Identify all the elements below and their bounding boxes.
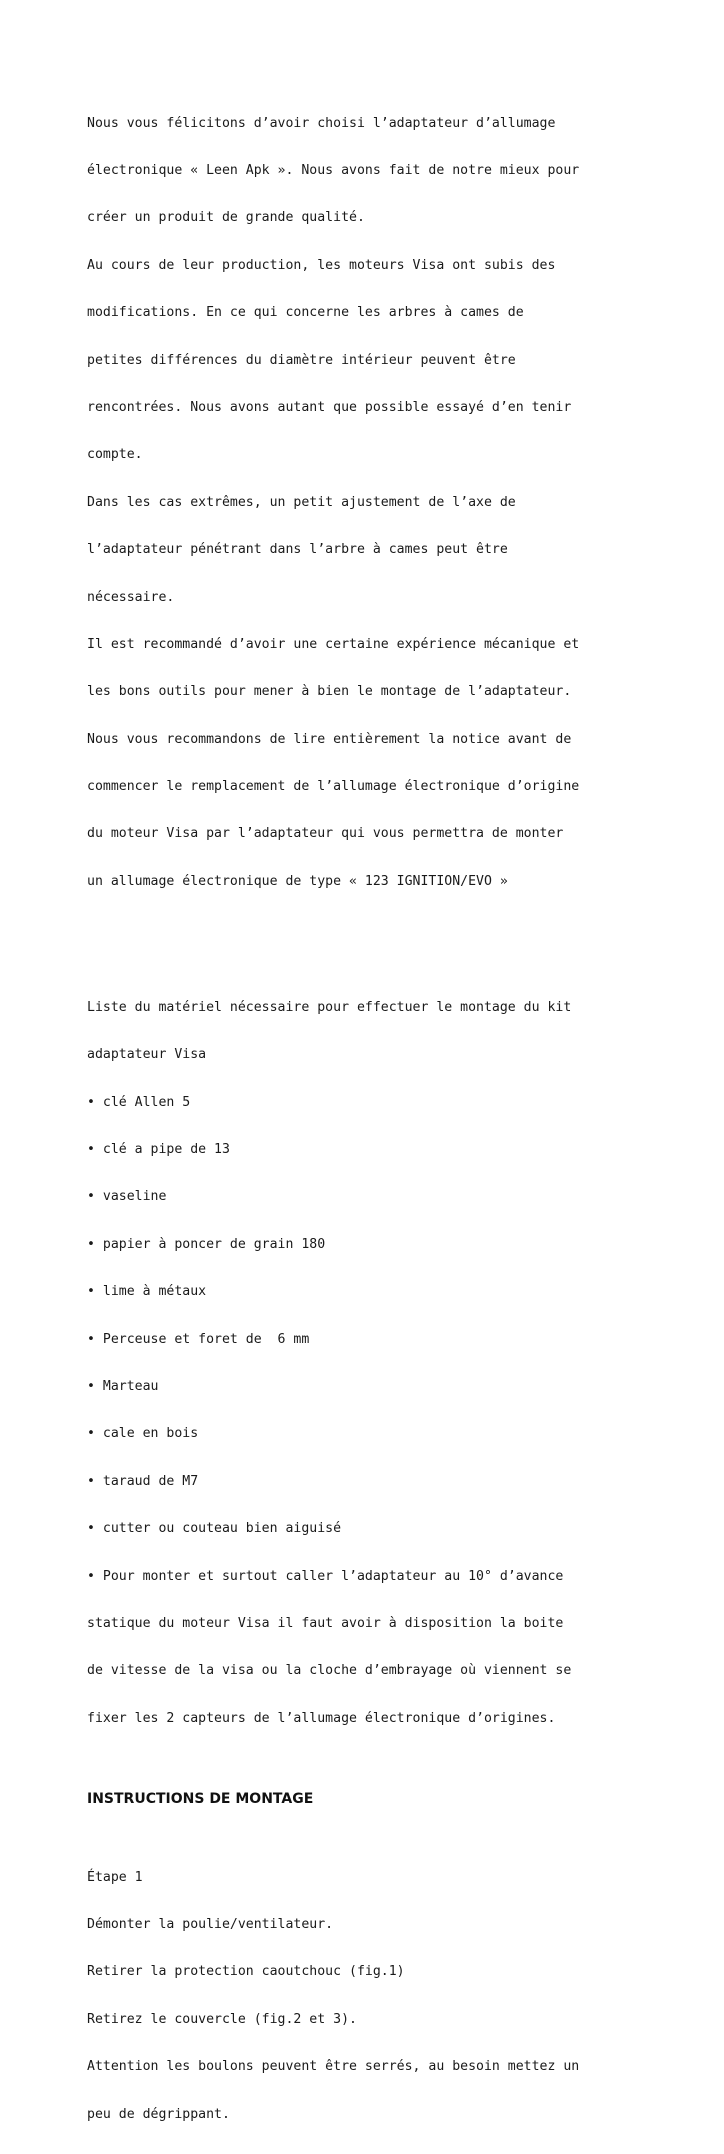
list-item: • Pour monter et surtout caller l’adaptateur au 10° d’avance (87, 1568, 564, 1584)
materials-heading-line: adaptateur Visa (87, 1047, 207, 1063)
list-item-continuation: statique du moteur Visa il faut avoir à disposition la boite (87, 1615, 564, 1631)
list-item: • cutter ou couteau bien aiguisé (87, 1521, 342, 1537)
intro-line: petites différences du diamètre intérieur peuvent être (87, 352, 516, 368)
intro-line: Au cours de leur production, les moteurs Visa ont subis des (87, 257, 556, 273)
intro-line: Il est recommandé d’avoir une certaine expérience mécanique et (87, 636, 580, 652)
list-item: • clé a pipe de 13 (87, 1142, 230, 1157)
intro-line: électronique « Leen Apk ». Nous avons fait de notre mieux pour (87, 162, 580, 178)
intro-line: nécessaire. (87, 589, 175, 605)
step-line: peu de dégrippant. (87, 2106, 230, 2122)
list-item: • papier à poncer de grain 180 (87, 1236, 326, 1252)
intro-line: créer un produit de grande qualité. (87, 210, 365, 226)
materials-heading-line: Liste du matériel nécessaire pour effectuer le montage du kit (87, 999, 572, 1015)
intro-line: Dans les cas extrêmes, un petit ajustement de l’axe de (87, 494, 516, 510)
intro-paragraph (87, 84, 647, 921)
step-1-paragraph (87, 1838, 647, 2154)
step-line: Démonter la poulie/ventilateur. (87, 1917, 334, 1933)
step-title: Étape 1 (87, 1869, 143, 1885)
intro-line: modifications. En ce qui concerne les arbres à cames de (87, 305, 524, 321)
intro-line: Nous vous félicitons d’avoir choisi l’adaptateur d’allumage (87, 115, 556, 131)
list-item: • vaseline (87, 1189, 167, 1205)
list-item: • Marteau (87, 1378, 159, 1394)
step-line: Attention les boulons peuvent être serrés, au besoin mettez un (87, 2059, 580, 2075)
intro-line: commencer le remplacement de l’allumage électronique d’origine (87, 779, 580, 795)
intro-line: l’adaptateur pénétrant dans l’arbre à cames peut être (87, 542, 508, 558)
list-item: • cale en bois (87, 1426, 199, 1442)
step-line: Retirez le couvercle (fig.2 et 3). (87, 2011, 357, 2027)
materials-list (87, 968, 647, 1758)
list-item-continuation: fixer les 2 capteurs de l’allumage électronique d’origines. (87, 1710, 556, 1726)
intro-line: un allumage électronique de type « 123 IGNITION/EVO » (87, 873, 508, 889)
intro-line: rencontrées. Nous avons autant que possible essayé d’en tenir (87, 399, 572, 415)
intro-line: du moteur Visa par l’adaptateur qui vous permettra de monter (87, 826, 564, 842)
list-item-continuation: de vitesse de la visa ou la cloche d’embrayage où viennent se (87, 1663, 572, 1679)
intro-line: compte. (87, 447, 143, 463)
list-item: • Perceuse et foret de 6 mm (87, 1331, 310, 1347)
list-item: • lime à métaux (87, 1284, 207, 1300)
list-item: • taraud de M7 (87, 1473, 199, 1489)
intro-line: les bons outils pour mener à bien le montage de l’adaptateur. (87, 684, 572, 700)
step-line: Retirer la protection caoutchouc (fig.1) (87, 1964, 405, 1980)
list-item: • clé Allen 5 (87, 1094, 191, 1110)
intro-line: Nous vous recommandons de lire entièrement la notice avant de (87, 731, 572, 747)
section-heading: INSTRUCTIONS DE MONTAGE (87, 1791, 314, 1808)
document-page (87, 84, 647, 2154)
